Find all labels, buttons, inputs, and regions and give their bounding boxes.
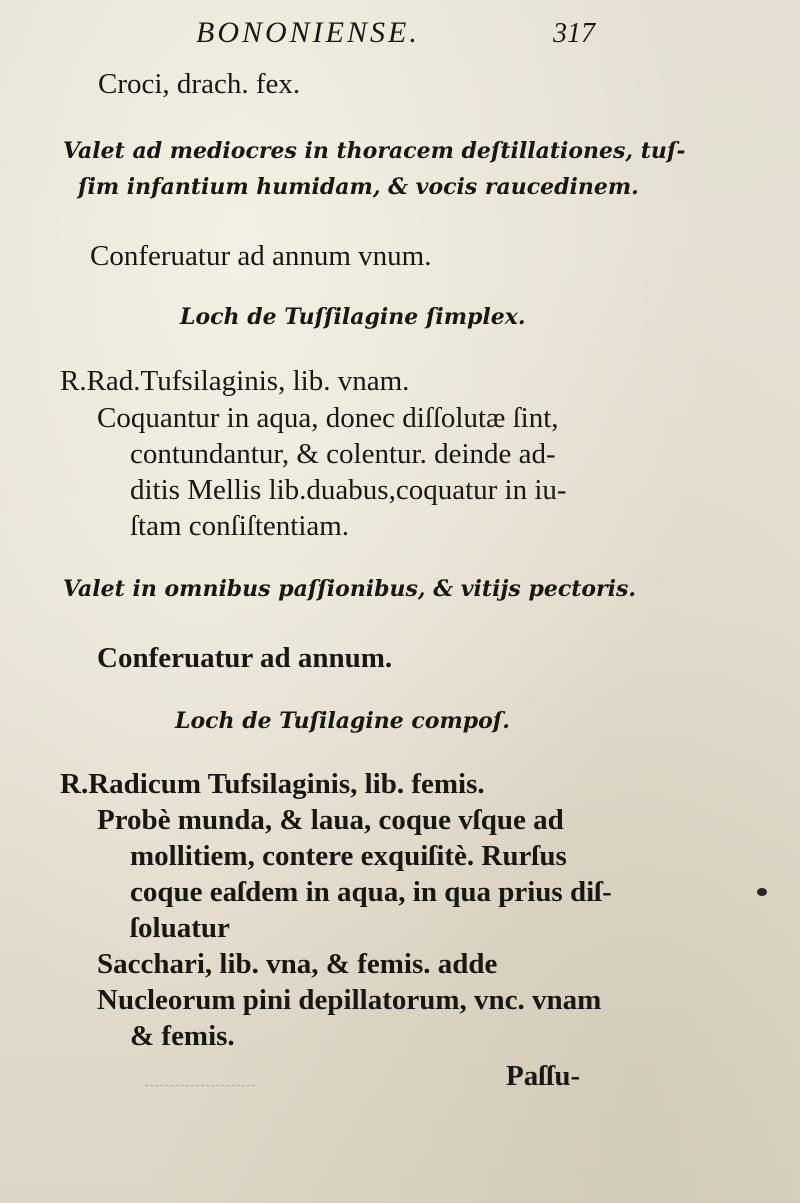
valet-line-1: Valet ad mediocres in thoracem deſtillationes, tuſ- <box>63 138 686 164</box>
text-line-croci: Croci, drach. fex. <box>98 68 301 100</box>
recipe-line-3: contundantur, & colentur. deinde ad- <box>130 438 556 470</box>
valet-line-3: Valet in omnibus paſſionibus, & vitijs pectoris. <box>63 576 637 602</box>
recipe-line-4: ditis Mellis lib.duabus,coquatur in iu- <box>130 474 567 506</box>
recipe-line-5: ſtam conſiſtentiam. <box>130 510 350 542</box>
catchword: Paſſu- <box>506 1060 581 1092</box>
section-heading-loch-compositum: Loch de Tuſilagine compoſ. <box>175 708 510 734</box>
recipe2-line-2: Probè munda, & laua, coque vſque ad <box>97 804 564 836</box>
recipe2-line-5: ſoluatur <box>130 912 230 944</box>
recipe-line-2: Coquantur in aqua, donec diſſolutæ ſint, <box>97 402 559 434</box>
recipe2-line-8: & femis. <box>130 1020 235 1052</box>
recipe2-line-1: R.Radicum Tufsilaginis, lib. femis. <box>60 768 485 800</box>
recipe-line-1: R.Rad.Tufsilaginis, lib. vnam. <box>60 365 410 397</box>
running-title: BONONIENSE. <box>196 16 420 49</box>
page-number: 317 <box>553 18 595 49</box>
recipe2-line-7: Nucleorum pini depillatorum, vnc. vnam <box>97 984 602 1016</box>
recipe2-line-6: Sacchari, lib. vna, & femis. adde <box>97 948 498 980</box>
conservatur-line-1: Conferuatur ad annum vnum. <box>90 240 432 272</box>
section-heading-loch-simplex: Loch de Tuſſilagine ſimplex. <box>180 304 526 330</box>
recipe2-line-4: coque eaſdem in aqua, in qua prius diſ- <box>130 876 612 908</box>
margin-dot-ornament <box>757 888 767 896</box>
valet-line-2: ſim infantium humidam, & vocis raucedinem. <box>78 174 639 200</box>
recipe2-line-3: mollitiem, contere exquiſitè. Rurſus <box>130 840 567 872</box>
conservatur-line-2: Conferuatur ad annum. <box>97 642 393 674</box>
page-rule <box>145 1085 255 1086</box>
